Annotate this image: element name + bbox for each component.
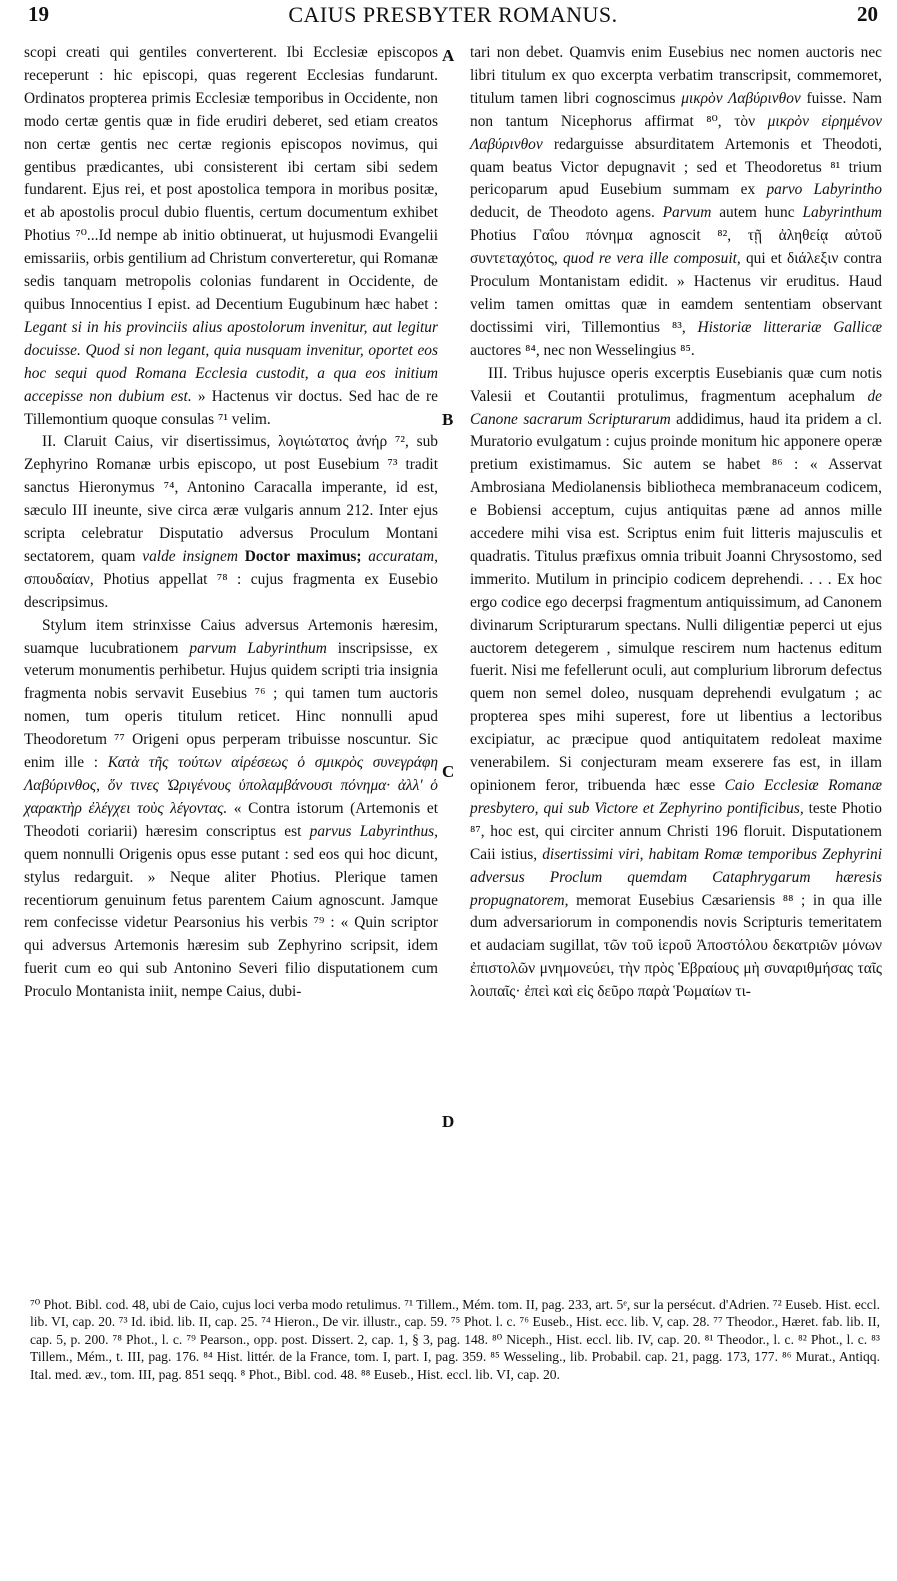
margin-marker-b: B — [442, 410, 454, 429]
page-number-right: 20 — [857, 2, 878, 26]
paragraph: scopi creati qui gentiles converterent. Ibi Ecclesiæ episcopos receperunt : hic episcopi, quas regerent Ecclesias fundarunt. Ordinatos propterea primis Ecclesiæ temporibus in Occidente, non modo certæ gentis quæ in fide erudiri deberet, sed etiam creatos non certæ gentis nec certæ regionis episcopos novimus, qui gentibus prædicantes, ubi consisterent ibi certam sibi sedem fundarent. Ejus rei, et post apostolica tempora in moribus positæ, et ab apostolis procul dubio fluentis, certum documentum exhibet Photius ⁷⁰...Id nempe ab initio obtinuerat, ut hujusmodi Evangelii emissariis, orbis gentilium ad Christum converteretur, qui Romanæ sedis tanquam metropolis colonias fundarent in Occidente, de quibus Innocentius I epist. ad Decentium Eugubinum hæc habet : Legant si in his provinciis alius apostolorum invenitur, aut legitur docuisse. Quod si non legant, quia nusquam invenitur, oportet eos hoc sequi quod Romana Ecclesia custodit, a qua eos initium accepisse non dubium est. » Hactenus vir doctus. Sed hac de re Tillemontium quoque consulas ⁷¹ velim. — [24, 44, 438, 428]
footnote-text: ⁷⁰ Phot. Bibl. cod. 48, ubi de Caio, cujus loci verba modo retulimus. ⁷¹ Tillem., Mém. tom. II, pag. 233, art. 5ᵉ, sur la persécut. d'Adrien. ⁷² Euseb. Hist. eccl. lib. VI, cap. 20. ⁷³ Id. ibid. lib. II, cap. 25. ⁷⁴ Hieron., De vir. illustr., cap. 59. ⁷⁵ Phot. l. c. ⁷⁶ Euseb., Hist. ecc. lib. V, cap. 28. ⁷⁷ Theodor., Hæret. fab. lib. II, cap. 5, p. 200. ⁷⁸ Phot., l. c. ⁷⁹ Pearson., opp. post. Dissert. 2, cap. 1, § 3, pag. 148. ⁸⁰ Niceph., Hist. eccl. lib. IV, cap. 20. ⁸¹ Theodor., l. c. ⁸² Phot., l. c. ⁸³ Tillem., Mém., t. III, pag. 176. ⁸⁴ Hist. littér. de la France, tom. I, part. I, pag. 359. ⁸⁵ Wesseling., lib. Probabil. cap. 21, pagg. 173, 177. ⁸⁶ Murat., Antiqq. Ital. med. æv., tom. III, pag. 851 seqq. ⁸ Phot., Bibl. cod. 48. ⁸⁸ Euseb., Hist. eccl. lib. VI, cap. 20. — [30, 1297, 880, 1382]
margin-marker-a: A — [442, 46, 455, 65]
running-title: CAIUS PRESBYTER ROMANUS. — [288, 2, 618, 27]
paragraph: Stylum item strinxisse Caius adversus Artemonis hæresim, suamque lucubrationem parvum Labyrinthum inscripsisse, ex veterum monumentis perhibetur. Hujus quidem scripti tria insignia fragmenta nobis servavit Eusebius ⁷⁶ ; qui tamen tum auctoris nomen, tum operis titulum reticet. Hinc nonnulli apud Theodoretum ⁷⁷ Origeni opus perperam tribuisse noscuntur. Sic enim ille : Κατὰ τῆς τούτων αἱρέσεως ὁ σμικρὸς συνεγράφη Λαβύρινθος, ὅν τινες Ὠριγένους ὑπολαμβάνουσι πόνημα· ἀλλ' ὁ χαρακτὴρ ἐλέγχει τοὺς λέγοντας. « Contra istorum (Artemonis et Theodoti coriarii) hæresim conscriptus est parvus Labyrinthus, quem nonnulli Origenis opus esse putant : sed eos qui hoc dicunt, stylus redarguit. » Neque aliter Photius. Plerique tamen recentiorum genuinum fetus parentem Caium agnoscunt. Jamque rem confecisse videtur Pearsonius his verbis ⁷⁹ : « Quin scriptor qui adversus Artemonis hæresim sub Zephyrino scripsit, idem fuerit cum eo qui sub Antonino Severi filio disputationem cum Proculo Montanista iniit, nempe Caius, dubi- — [24, 616, 438, 1001]
margin-marker-d: D — [442, 1112, 455, 1131]
footnotes — [30, 1296, 880, 1383]
page-number-left: 19 — [28, 2, 49, 26]
paragraph: tari non debet. Quamvis enim Eusebius nec nomen auctoris nec libri titulum ex quo excerpta verbatim transcripsit, commemoret, titulum tamen libri cognoscimus μικρὸν Λαβύρινθον fuisse. Nam non tantum Nicephorus affirmat ⁸⁰, τὸν μικρὸν εἰρημένον Λαβύρινθον redarguisse absurditatem Artemonis et Theodoti, quam beatus Victor depugnavit ; sed et Theodoretus ⁸¹ trium pericoparum apud Eusebium summam ex parvo Labyrintho deducit, de Theodoto agens. Parvum autem hunc Labyrinthum Photius Γαΐου πόνημα agnoscit ⁸², τῇ ἀληθείᾳ αὐτοῦ συντεταχότος, quod re vera ille composuit, qui et διάλεξιν contra Proculum Montanistam edidit. » Hactenus vir eruditus. Haud velim tamen omittas quæ in eamdem sententiam observant doctissimi viri, Tillemontius ⁸³, Historiæ litterariæ Gallicæ auctores ⁸⁴, nec non Wesselingius ⁸⁵. — [470, 44, 882, 359]
paragraph: III. Tribus hujusce operis excerptis Eusebianis quæ cum notis Valesii et Coutantii protulimus, fragmentum acephalum de Canone sacrarum Scripturarum addidimus, haud ita pridem a cl. Muratorio evulgatum : cujus proinde monitum hic apponere operæ pretium existimamus. Sic autem se habet ⁸⁶ : « Asservat Ambrosiana Mediolanensis bibliotheca membranaceum codicem, e Bobiensi acceptum, cujus antiquitas pæne ad annos mille accedere mihi visa est. Scriptus enim fuit litteris majusculis et quadratis. Titulus præfixus omnia tribuit Joanni Chrysostomo, sed immerito. Mutilum in principio codicem deprehendi. . . . Ex hoc ergo codice ego decerpsi fragmentum antiquissimum, ad Canonem divinarum Scripturarum spectans. Nulli diligentiæ peperci ut ejus auctorem detegerem , simulque rescirem num hactenus editum fuerit. Nisi me fefellerunt oculi, aut complurium librorum defectus quem non semel doleo, nusquam deprehendi evulgatum ; ac propterea spes mihi superest, fore ut libentius a lectoribus excipiatur, ac præcipue quod antiquitatem redoleat maxime venerabilem. Si conjecturam meam exserere fas est, in illam opinionem feror, tribuenda hæc esse Caio Ecclesiæ Romanæ presbytero, qui sub Victore et Zephyrino pontificibus, teste Photio ⁸⁷, hoc est, qui circiter annum Christi 196 floruit. Disputationem Caii istius, disertissimi viri, habitam Romæ temporibus Zephyrini adversus Proclum quemdam Cataphrygarum hæresis propugnatorem, memorat Eusebius Cæsariensis ⁸⁸ ; in qua ille dum adversariorum in componendis novis Scripturis temeritatem et audaciam sugillat, τῶν τοῦ ἱεροῦ Ἀποστόλου δεκατριῶν μόνων ἐπιστολῶν μνημονεύει, τὴν πρὸς Ἑβραίους μὴ συναριθμήσας ταῖς λοιπαῖς· ἐπεὶ καὶ εἰς δεῦρο παρὰ Ῥωμαίων τι- — [470, 364, 882, 1001]
page-header — [28, 2, 878, 34]
margin-marker-c: C — [442, 762, 455, 781]
right-column — [470, 42, 882, 1004]
paragraph: II. Claruit Caius, vir disertissimus, λογιώτατος ἀνήρ ⁷², sub Zephyrino Romanæ urbis episcopo, ut post Eusebium ⁷³ tradit sanctus Hieronymus ⁷⁴, Antonino Caracalla imperante, id est, sæculo III ineunte, sive circa æræ vulgaris annum 212. Inter ejus scripta celebratur Disputatio adversus Proculum Montani sectatorem, quam valde insignem Doctor maximus; accuratam, σπουδαίαν, Photius appellat ⁷⁸ : cujus fragmenta ex Eusebio descripsimus. — [24, 433, 438, 611]
left-column — [24, 42, 438, 1004]
